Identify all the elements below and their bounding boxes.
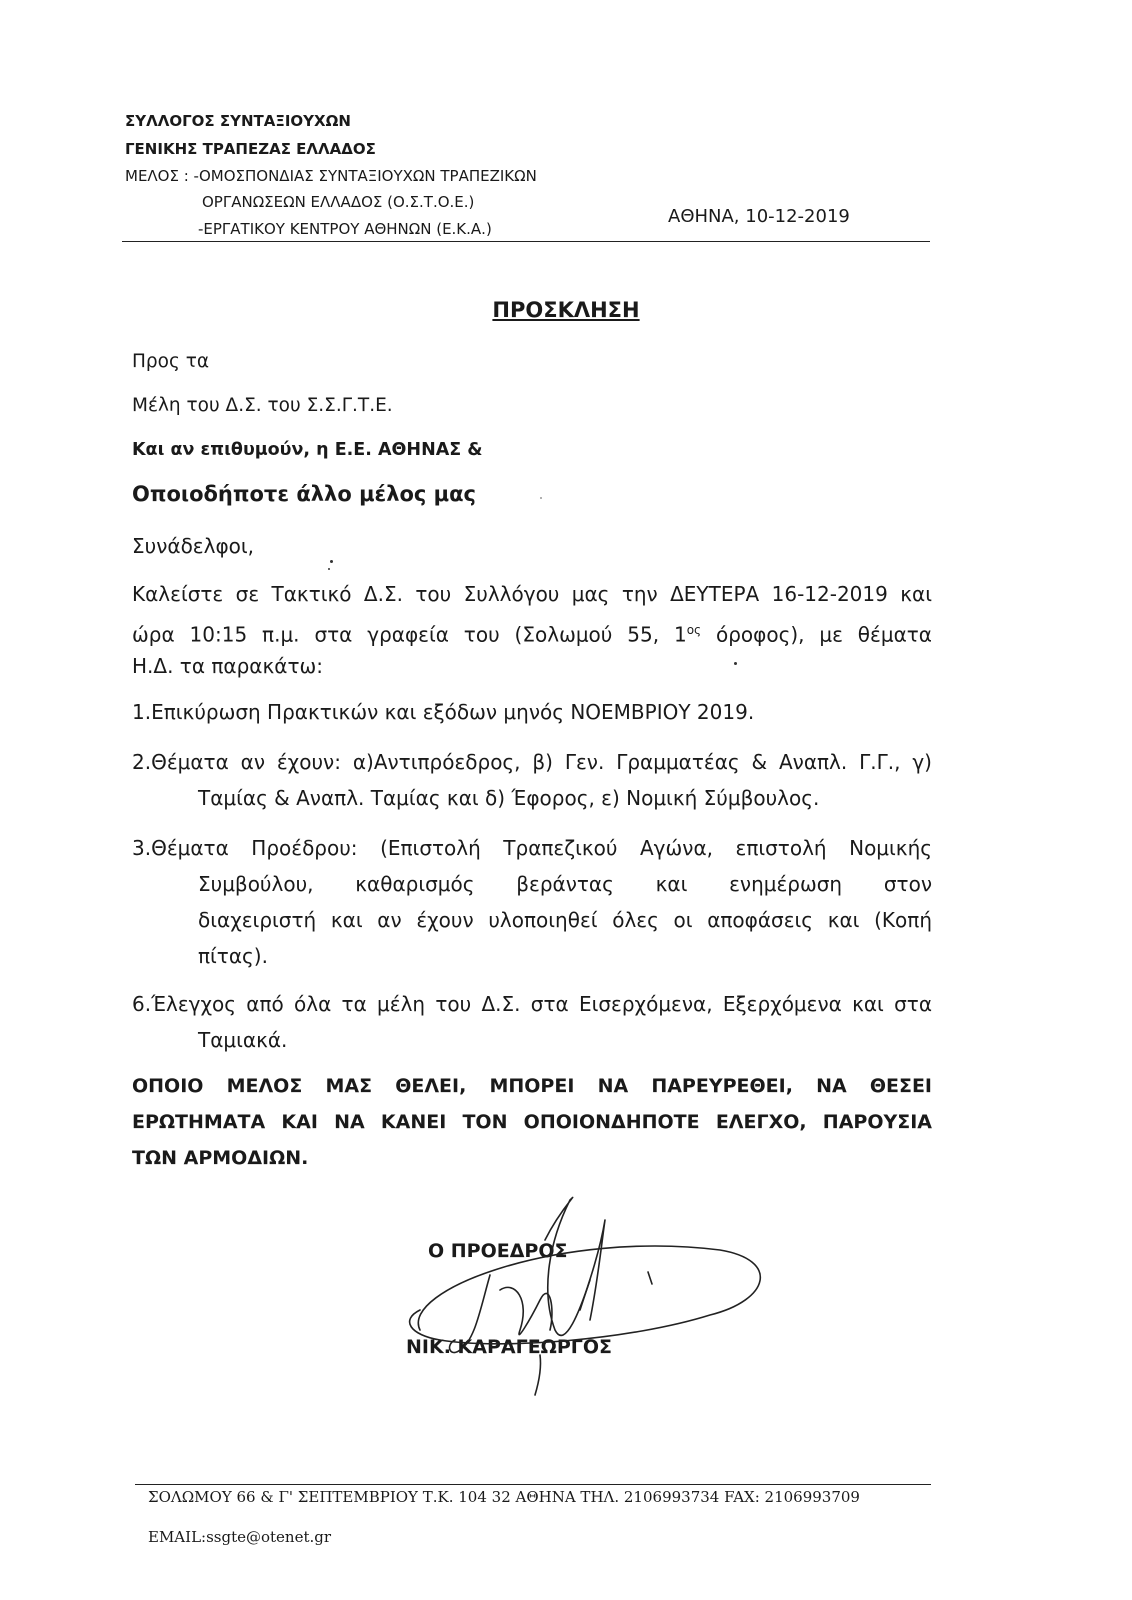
greeting: Συνάδελφοι, xyxy=(132,534,255,558)
footer-email: EMAIL:ssgte@otenet.gr xyxy=(148,1528,332,1546)
recipient-to: Προς τα xyxy=(132,351,210,372)
intro-superscript: ος xyxy=(686,623,702,637)
membership-line1: ΜΕΛΟΣ : -ΟΜΟΣΠΟΝΔΙΑΣ ΣΥΝΤΑΞΙΟΥΧΩΝ ΤΡΑΠΕΖΙΚΩΝ xyxy=(125,167,537,185)
membership-line3: -ΕΡΓΑΤΙΚΟΥ ΚΕΝΤΡΟΥ ΑΘΗΝΩΝ (Ε.Κ.Α.) xyxy=(198,220,492,238)
agenda-item-2-line2: Ταμίας & Αναπλ. Ταμίας και δ) Έφορος, ε) Νομική Σύμβουλος. xyxy=(198,786,820,810)
document-title: ΠΡΟΣΚΛΗΣΗ xyxy=(492,298,640,322)
intro-line2-b: όροφος), με θέματα xyxy=(701,622,932,647)
signature-stroke-5 xyxy=(535,1355,541,1395)
membership-line2: ΟΡΓΑΝΩΣΕΩΝ ΕΛΛΑΔΟΣ (Ο.Σ.Τ.Ο.Ε.) xyxy=(202,193,475,211)
org-name-line1: ΣΥΛΛΟΓΟΣ ΣΥΝΤΑΞΙΟΥΧΩΝ xyxy=(125,112,351,130)
footer-address: ΣΟΛΩΜΟΥ 66 & Γ' ΣΕΠΤΕΜΒΡΙΟΥ Τ.Κ. 104 32 ΑΘΗΝΑ ΤΗΛ. 2106993734 FAX: 2106993709 xyxy=(148,1488,860,1506)
document-date: ΑΘΗΝΑ, 10-12-2019 xyxy=(668,206,850,227)
scan-speck xyxy=(734,662,737,665)
header-divider xyxy=(122,241,930,242)
handwritten-signature xyxy=(380,1180,780,1410)
signatory-title: Ο ΠΡΟΕΔΡΟΣ xyxy=(428,1240,568,1262)
closing-line3: ΤΩΝ ΑΡΜΟΔΙΩΝ. xyxy=(132,1147,309,1169)
intro-line1: Καλείστε σε Τακτικό Δ.Σ. του Συλλόγου μας την ΔΕΥΤΕΡΑ 16-12-2019 και xyxy=(132,582,932,606)
intro-line3: Η.Δ. τα παρακάτω: xyxy=(132,654,323,678)
recipient-any-member: Οποιοδήποτε άλλο μέλος μας xyxy=(132,482,477,506)
agenda-item-2-line1: 2.Θέματα αν έχουν: α)Αντιπρόεδρος, β) Γεν. Γραμματέας & Αναπλ. Γ.Γ., γ) xyxy=(132,750,932,774)
agenda-item-6-line2: Ταμιακά. xyxy=(198,1028,288,1052)
footer-divider xyxy=(135,1484,931,1485)
scan-speck xyxy=(328,568,330,570)
signature-stroke-4 xyxy=(580,1220,605,1320)
scan-speck xyxy=(330,560,333,563)
recipient-ee: Και αν επιθυμούν, η Ε.Ε. ΑΘΗΝΑΣ & xyxy=(132,440,483,460)
intro-line2 xyxy=(132,612,932,653)
scan-speck xyxy=(540,497,542,499)
agenda-item-6-line1: 6.Έλεγχος από όλα τα μέλη του Δ.Σ. στα Εισερχόμενα, Εξερχόμενα και στα xyxy=(132,992,932,1016)
agenda-item-3-line1: 3.Θέματα Προέδρου: (Επιστολή Τραπεζικού Αγώνα, επιστολή Νομικής xyxy=(132,836,932,860)
agenda-item-3-line2: Συμβούλου, καθαρισμός βεράντας και ενημέρωση στον xyxy=(198,872,932,896)
intro-line2-a: ώρα 10:15 π.μ. στα γραφεία του (Σολωμού 55, 1 xyxy=(132,622,687,647)
agenda-item-1: 1.Επικύρωση Πρακτικών και εξόδων μηνός ΝΟΕΜΒΡΙΟΥ 2019. xyxy=(132,700,755,724)
agenda-item-3-line3: διαχειριστή και αν έχουν υλοποιηθεί όλες οι αποφάσεις και (Κοπή xyxy=(198,908,932,932)
agenda-item-3-line4: πίτας). xyxy=(198,944,268,968)
signatory-name: ΝΙΚ. ΚΑΡΑΓΕΩΡΓΟΣ xyxy=(406,1336,612,1358)
closing-line1: ΟΠΟΙΟ ΜΕΛΟΣ ΜΑΣ ΘΕΛΕΙ, ΜΠΟΡΕΙ ΝΑ ΠΑΡΕΥΡΕΘΕΙ, ΝΑ ΘΕΣΕΙ xyxy=(132,1075,932,1097)
signature-stroke-2 xyxy=(500,1287,552,1334)
signature-tick xyxy=(648,1272,652,1284)
recipient-members: Μέλη του Δ.Σ. του Σ.Σ.Γ.Τ.Ε. xyxy=(132,395,393,416)
org-name-line2: ΓΕΝΙΚΗΣ ΤΡΑΠΕΖΑΣ ΕΛΛΑΔΟΣ xyxy=(125,140,376,158)
closing-line2: ΕΡΩΤΗΜΑΤΑ ΚΑΙ ΝΑ ΚΑΝΕΙ ΤΟΝ ΟΠΟΙΟΝΔΗΠΟΤΕ ΕΛΕΓΧΟ, ΠΑΡΟΥΣΙΑ xyxy=(132,1111,932,1133)
